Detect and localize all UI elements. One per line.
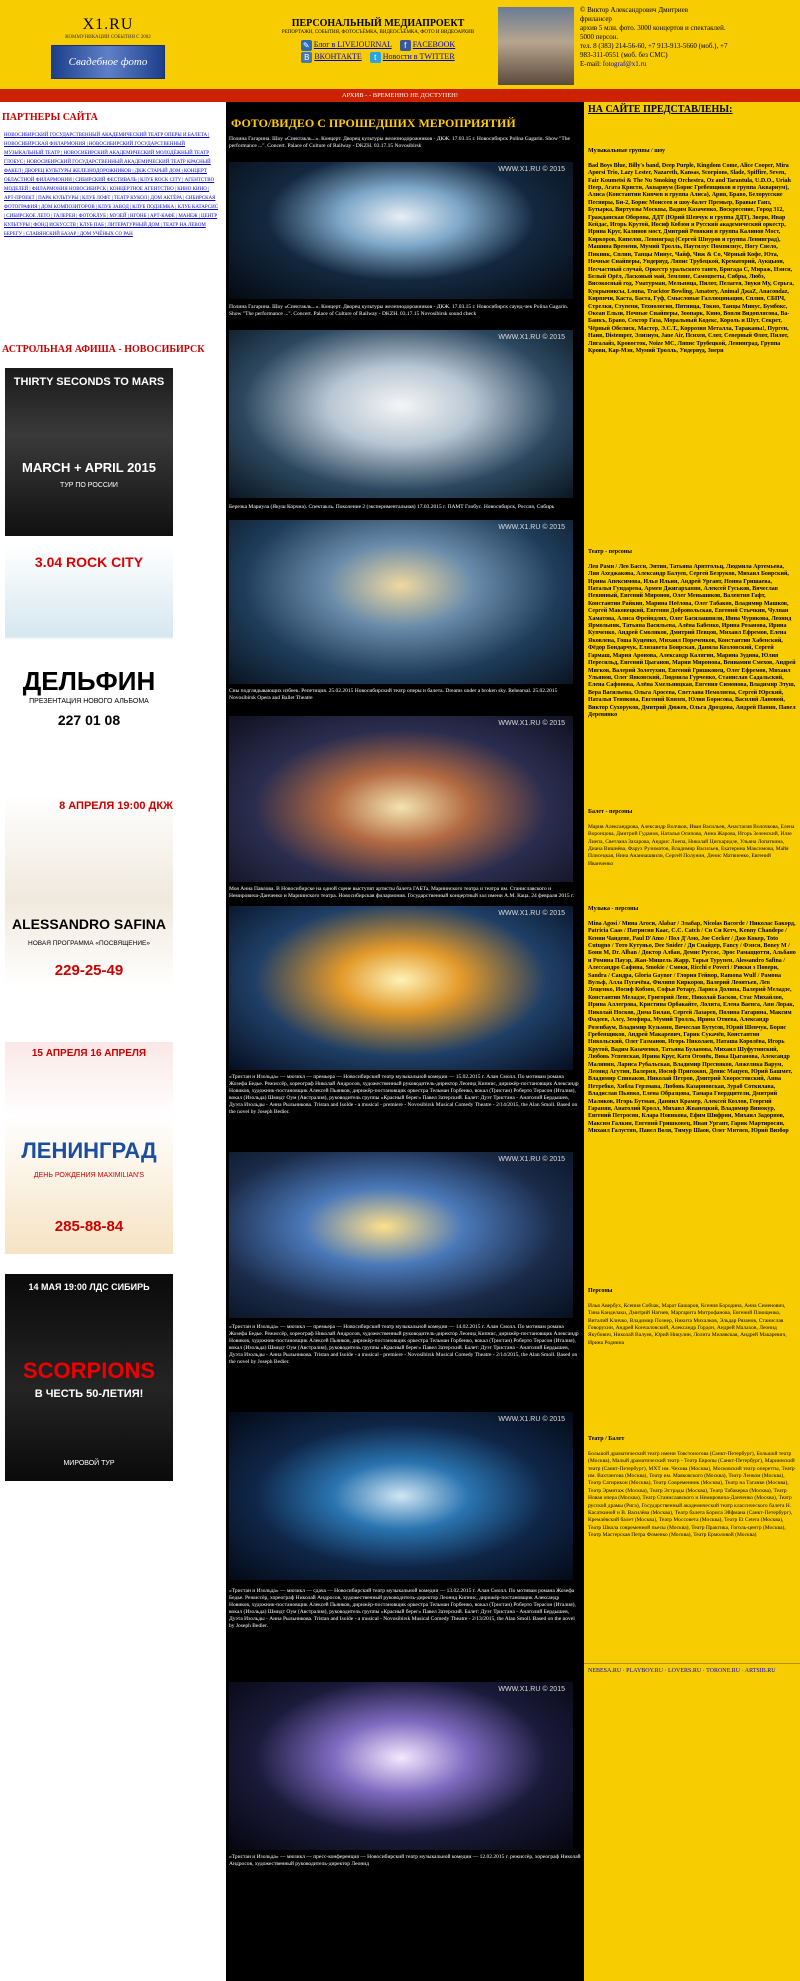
section-persons — [588, 1288, 796, 1347]
section-theatre-ballet — [588, 1436, 796, 1540]
poster-title: THIRTY SECONDS TO MARS — [13, 376, 165, 388]
header — [0, 0, 800, 89]
author-photo — [498, 7, 574, 85]
main-heading: ФОТО/ВИДЕО С ПРОШЕДШИХ МЕРОПРИЯТИЙ — [231, 116, 516, 130]
poster-date: 14 МАЯ 19:00 ЛДС СИБИРЬ — [28, 1282, 150, 1292]
event-photo[interactable] — [229, 1152, 573, 1318]
watermark: WWW.X1.RU © 2015 — [498, 1686, 565, 1693]
event-photo[interactable] — [229, 906, 573, 1070]
watermark: WWW.X1.RU © 2015 — [498, 334, 565, 341]
poster-phone: 229-25-49 — [54, 962, 124, 979]
photo-caption: Полина Гагарина. Шоу «Спектакль...». Концерт. Дворец культуры железнодорожников - ДКЖ. 17.03.15 г. Новосибирск саунд-чек Polina Gagarin. Show "The performance ...". Concert. Palace of Culture of Railway - DKZH. 03.17.15 Novosibirsk sound check — [229, 304, 569, 317]
section-title: Персоны — [588, 1288, 613, 1294]
section-text: Мария Александрова, Александр Волчков, Иван Васильев, Анастасия Волочкова, Елена Воронцова, Дмитрий Гуданов, Наталья Осипова, Анна Жарова, Игорь Зеленский, Илзе Лиепа, Светлана Захарова, Андрис Лиепа, Николай Цискаридзе, Ульяна Лопаткина, Диана Вишнёва, Фарух Рузиматов, Владимир Васильев, Екатерина Максимова, Майя Плисецкая, Нина Ананиашвили, Сергей Полунин, Денис Матвиенко, Евгений Иванченко — [588, 823, 795, 867]
event-photo[interactable] — [229, 1682, 573, 1850]
twitter-icon[interactable]: t — [370, 52, 381, 63]
section-text: Большой драматический театр имени Товстоногова (Санкт-Петербург), Большой театр (Москва), Малый драматический театр - Театр Европы (Санкт-Петербург), Мариинский театр (Санкт-Петербург), МХТ им. Чехова (Москва), Московский театр оперетты, Театр им. Вахтангова (Москва), Театр им. Маяковского (Москва), Театр Ленком (Москва), Театр Сатирикон (Москва), Театр Современник (Москва), Театр на Таганке (Москва), Театр Эрмитаж (Москва), Театр Эстрады (Москва), Театр Табакерка (Москва), Театр Новая опера (Москва), Театр Станиславского и Немировича-Данченко (Москва), Театр русской драмы (Рига), Государственный академический театр классического балета Н. Касаткиной и В. Василёва (Москва), Театр балета Бориса Эйфмана (Санкт-Петербург), Кремлёвский балет (Москва), Театр Моссовета (Москва), Театр Et Cetera (Москва), Театр Школа современной пьесы (Москва), Театр Практика, Гоголь-центр (Москва), Театр Мастерская Петра Фоменко (Москва), Театр Ермоловой (Москва) — [588, 1450, 795, 1539]
partners-title: ПАРТНЕРЫ САЙТА — [2, 112, 98, 123]
poster-subtitle: ДЕНЬ РОЖДЕНИЯ MAXIMILIAN'S — [33, 1172, 145, 1179]
section-title: Балет - персоны — [588, 809, 633, 815]
contact-persons: 5000 персон. — [580, 33, 619, 41]
poster-subtitle: НОВАЯ ПРОГРАММА «ПОСВЯЩЕНИЕ» — [28, 940, 150, 947]
email-label: E-mail: — [580, 60, 601, 68]
vkontakte-icon[interactable]: B — [301, 52, 312, 63]
poster-title: ЛЕНИНГРАД — [21, 1138, 157, 1163]
poster-title: SCORPIONS — [22, 1358, 156, 1383]
right-heading: НА САЙТЕ ПРЕДСТАВЛЕНЫ: — [588, 104, 733, 115]
event-photo[interactable] — [229, 1412, 573, 1580]
section-theatre-persons — [588, 549, 796, 719]
partners-links[interactable]: НОВОСИБИРСКИЙ ГОСУДАРСТВЕННЫЙ АКАДЕМИЧЕСКИЙ ТЕАТР ОПЕРЫ И БАЛЕТА | НОВОСИБИРСКАЯ ФИЛАРМОНИЯ | НОВОСИБИРСКИЙ ГОСУДАРСТВЕННЫЙ МУЗЫКАЛЬНЫЙ ТЕАТР | НОВОСИБИРСКИЙ АКАДЕМИЧЕСКИЙ МОЛОДЁЖНЫЙ ТЕАТР ГЛОБУС | НОВОСИБИРСКИЙ ГОСУДАРСТВЕННЫЙ АКАДЕМИЧЕСКИЙ ТЕАТР КРАСНЫЙ ФАКЕЛ | ДВОРЕЦ КУЛЬТУРЫ ЖЕЛЕЗНОДОРОЖНИКОВ | ДКЖ СТАРЫЙ ДОМ | КОНЦЕРТ ОБЛАСТНОЙ ФИЛАРМОНИИ | СИБИРСКИЙ ФЕСТИВАЛЬ | КЛУБ ROCK CITY | АГЕНТСТВО МОДЕЛЕЙ | ФИЛАРМОНИЯ НОВОСИБИРСК | КОНЦЕРТНОЕ АГЕНТСТВО | КИНО КИНО | АРТ-ПРОЕКТ | ПАРК КУЛЬТУРЫ | КЛУБ ЛОФТ | ТЕАТР КУКОЛ | ДОМ АКТЁРА | СИБИРСКАЯ ФОТОГРАФИЯ | ДОМ КОМПОЗИТОРОВ | КЛУБ ЗАВОД | КЛУБ ПОДЗЕМКА | КЛУБ КАТАРСИС | СИБИРСКОЕ ЛЕТО | ГАЛЕРЕЯ | ФОТОКЛУБ | МУЗЕЙ | НГОНБ | АРТ-КАФЕ | МАНЕЖ | ЦЕНТР КУЛЬТУРЫ | ФОНД ИСКУССТВ | КЛУБ ПАБ | ЛИТЕРАТУРНЫЙ ДОМ | ТЕАТР НА ЛЕВОМ БЕРЕГУ | СЛАВЯНСКИЙ БАЗАР | ДОМ УЧЁНЫХ СО РАН — [4, 133, 219, 237]
facebook-link[interactable]: FACEBOOK — [412, 40, 456, 49]
watermark: WWW.X1.RU © 2015 — [498, 166, 565, 173]
contact-author: © Виктор Александрович Дмитриев — [580, 6, 689, 14]
facebook-icon[interactable]: f — [400, 40, 411, 51]
social-links — [262, 39, 494, 63]
poster-safina[interactable] — [5, 794, 173, 986]
section-text: Лев Рами / Лео Басси, Энтин, Татьяна Арнтгольц, Людмила Артемьева, Лия Ахеджакова, Александр Балуев, Сергей Безруков, Михаил Боярский, Ирина Апексимова, Илья Ильин, Андрей Ургант, Нонна Гришаева, Наталья Гундарева, Армен Джигарханян, Алексей Гуськов, Вячеслав Невинный, Евгений Миронов, Олег Меньшиков, Валентин Гафт, Константин Райкин, Марина Неёлова, Олег Табаков, Владимир Машков, Сергей Маковецкий, Евгения Добровольская, Евгений Стычкин, Чулпан Хаматова, Алиса Фрейндлих, Олег Басилашвили, Инна Чурикова, Леонид Ярмольник, Татьяна Васильева, Алёна Бабенко, Ирина Розанова, Ирина Купченко, Андрей Смоляков, Дмитрий Певцов, Михаил Ефремов, Елена Яковлева, Гоша Куценко, Михаил Пореченков, Константин Хабенский, Фёдор Бондарчук, Елизавета Боярская, Данила Козловский, Сергей Гармаш, Мария Аронова, Александр Калягин, Марина Зудина, Юлия Пересильд, Евгений Цыганов, Мария Миронова, Вениамин Смехов, Андрей Мягков, Валерий Золотухин, Евгений Гришковец, Олег Ефремов, Михаил Ульянов, Олег Янковский, Людмила Гурченко, Станислав Садальский, Елена Сафонова, Алёна Хмельницкая, Евгения Симонова, Владимир Этуш, Вера Васильева, Ольга Аросева, Светлана Немоляева, Сергей Юрский, Наталья Тенякова, Евгений Князев, Юлия Борисова, Василий Лановой, Виктор Сухоруков, Дмитрий Дюжев, Ольга Дроздова, Андрей Панин, Павел Деревянко — [588, 563, 796, 718]
poster-title: ДЕЛЬФИН — [22, 666, 156, 696]
contact-role: фрилансер — [580, 15, 612, 23]
poster-subtitle: ПРЕЗЕНТАЦИЯ НОВОГО АЛЬБОМА — [29, 698, 149, 705]
section-ballet-persons — [588, 809, 796, 868]
section-title: Театр - персоны — [588, 549, 632, 555]
poster-delfin[interactable] — [5, 546, 173, 734]
event-photo[interactable] — [229, 330, 573, 498]
vkontakte-link[interactable]: ВКОНТАКТЕ — [314, 52, 362, 61]
poster-phone: 227 01 08 — [57, 712, 121, 728]
section-music-persons — [588, 906, 796, 1136]
photo-caption: «Тристан и Изольда» — мюзикл — сдача — Новосибирский театр музыкальной комедии — 13.02.2015 г. Алан Смолл. По мотивам романа Жозефа Бедье. Режиссёр, хореограф Николай Андросов, художественный руководитель-директор Леонид Кипнис, дирижёр-постановщик Александр Новиков, художник-постановщик Алексей Пьянков, дирижёр-постановщик оркестра Тельман Горбенко, вокал (Тристан) Роберто Терасон (Италия), вокал (Изольда) Шмидт Оум (Австралия), руководитель группы «Красный берег» Павел Затерский. Балет: Дуэт Тристана - Анатолий Бердышев, Дуэта Изольды - Анна Рыльникова. Tristan and Isolde - a musical - Novosibirsk Musical Comedy Theatre - 2/13/2015, the Alan Smoll. Based on the novel by Joseph Bedier. — [229, 1588, 576, 1629]
poster-dates: 15 АПРЕЛЯ 16 АПРЕЛЯ — [31, 1048, 147, 1059]
section-title: Театр / Балет — [588, 1436, 625, 1442]
logo-title[interactable]: X1.RU — [82, 16, 134, 33]
site-subtitle: РЕПОРТАЖИ, СОБЫТИЯ, ФОТОСЪЁМКА, ВИДЕОСЪЁМКА, ФОТО И ВИДЕОАРХИВ — [281, 30, 475, 35]
poster-date: 8 АПРЕЛЯ 19:00 ДКЖ — [59, 800, 173, 812]
poster-dates: MARCH + APRIL 2015 — [21, 460, 156, 475]
partner-links-footer[interactable]: NEBESA.RU · PLAYBOY.RU · LOVERS.RU · TORONE.RU · ARTSIB.RU — [584, 1663, 800, 1679]
poster-scorpions[interactable] — [5, 1274, 173, 1481]
afisha-title: АСТРОЛЬНАЯ АФИША - НОВОСИБИРСК — [2, 344, 205, 355]
section-title: Музыка - персоны — [588, 906, 639, 912]
livejournal-link[interactable]: Блог в LIVEJOURNAL — [313, 40, 392, 49]
logo-subtitle: КОММУНИКАЦИИ СОБЫТИЯ С 2002 — [65, 35, 151, 40]
watermark: WWW.X1.RU © 2015 — [498, 524, 565, 531]
site-title: ПЕРСОНАЛЬНЫЙ МЕДИАПРОЕКТ — [291, 18, 465, 29]
event-photo[interactable] — [229, 162, 573, 299]
contact-archive: архив 5 млн. фото. 3000 концертов и спектаклей. — [580, 24, 726, 32]
right-sidebar — [584, 102, 800, 1981]
photo-caption: Полина Гагарина. Шоу «Спектакль...». Концерт. Дворец культуры железнодорожников - ДКЖ. 17.03.15 г. Новосибирск Polina Gagarin. Show "The performance ...". Concert. Palace of Culture of Railway - DKZH. 03.17.15 Novosibirsk — [229, 136, 570, 149]
contact-phone: тел. 8 (383) 214-56-60, +7 913-913-5660 (моб.), +7 — [580, 42, 728, 50]
photo-caption: Моя Анна Павлова. В Новосибирске на одной сцене выступят артисты балета ГАБТа, Мариинского театра и театра им. Станиславского и Немировича-Данченко и Мариинского театра. Новосибирская филармония. Государственный концертный зал имени А.М. Каца. 24 февраля 2015 г. — [229, 886, 575, 899]
archive-notice-bar: АРХИВ - - ВРЕМЕННО НЕ ДОСТУПЕН! — [0, 89, 800, 102]
poster-leningrad[interactable] — [5, 1042, 173, 1254]
contact-info — [580, 6, 794, 69]
poster-footer: МИРОВОЙ ТУР — [63, 1460, 115, 1467]
section-text: Mina Agosi / Мина Агоси, Alabar / Элабар, Nicolas Bacorde / Николас Бакорд, Patricia Caas / Патрисия Каас, C.C. Catch / Си Си Кетч, Kenny Chandepe / Кенни Чандепе, Paul D'Amo / Пол Д'Амо, Joe Cocker / Джо Кокер, Toto Cutugno / Тото Кутуньо, Dee Snider / Ди Снайдер, Fancy / Фэнси, Boney M / Бони М, Dr. Alban / Доктор Албан, Демис Руссос, Эрос Рамаццотти, Aльбано и Ромина Пауэр, Жан-Мишель Жарр, Тарья Турунен, Alessandro Safina / Алессандро Сафина, Smokie / Смоки, Ricchi e Poveri / Рикки э Повери, Sandra / Сандра, Gloria Gaynor / Глория Гейнор, Ramona Wulf / Рамона Вульф, Алла Пугачёва, Филипп Киркоров, Валерий Леонтьев, Лев Лещенко, Иосиф Кобзон, Софья Ротару, Лариса Долина, Валерий Меладзе, Константин Меладзе, Григорий Лепс, Николай Басков, Стас Михайлов, Ирина Аллегрова, Кристина Орбакайте, Лолита, Елена Ваенга, Ани Лорак, Николай Носков, Дима Билан, Сергей Лазарев, Полина Гагарина, Максим Фадеев, Алсу, Земфира, Мумий Тролль, Ирина Отиева, Александр Розенбаум, Владимир Кузьмин, Вячеслав Бутусов, Юрий Шевчук, Борис Гребенщиков, Андрей Макаревич, Гарик Сукачёв, Константин Никольский, Олег Газманов, Игорь Николаев, Наташа Королёва, Игорь Крутой, Вадим Казаченко, Татьяна Буланова, Михаил Шуфутинский, Любовь Успенская, Ирина Круг, Катя Огонёк, Вика Цыганова, Александр Малинин, Лариса Рубальская, Владимир Пресняков, Анжелика Варум, Леонид Агутин, Валерия, Иосиф Пригожин, Денис Мацуев, Юрий Башмет, Владимир Спиваков, Николай Петров, Дмитрий Хворостовский, Анна Нетребко, Хибла Герзмава, Любовь Казарновская, Зураб Соткилава, Владислав Пьявко, Елена Образцова, Тамара Гвердцители, Дмитрий Маликов, Игорь Бутман, Даниил Крамер, Алексей Козлов, Георгий Гаранян, Анатолий Кролл, Михаил Жванецкий, Владимир Винокур, Евгений Петросян, Клара Новикова, Ефим Шифрин, Михаил Задорнов, Максим Галкин, Евгений Гришковец, Иван Ургант, Гарик Мартиросян, Михаил Галустян, Павел Воля, Тимур Шаов, Олег Митяев, Юрий Визбор — [588, 920, 796, 1135]
photo-caption: «Тристан и Изольда» — мюзикл — премьера — Новосибирский театр музыкальной комедии — 15.02.2015 г. Алан Смолл. По мотивам романа Жозефа Бедье. Режиссёр, хореограф Николай Андросов, художественный руководитель-директор Леонид Кипнис, дирижёр-постановщик Александр Новиков, художник-постановщик Алексей Пьянков, дирижёр-постановщик оркестра Тельман Горбенко, вокал (Тристан) Роберто Терасон (Италия), вокал (Изольда) Шмидт Оум (Австралия), руководитель группы «Красный берег» Павел Затерский. Балет: Дуэт Тристана - Анатолий Бердышев, Дуэта Изольды - Анна Рыльникова. Tristan and Isolde - a musical - premiere - Novosibirsk Musical Comedy Theatre - 2/14/2015, the Alan Smoll. Based on the novel by Joseph Bedier. — [229, 1074, 579, 1115]
watermark: WWW.X1.RU © 2015 — [498, 1156, 565, 1163]
email-link[interactable]: fotograf@x1.ru — [602, 60, 647, 68]
site-title-block — [262, 18, 494, 63]
site-logo[interactable] — [28, 16, 188, 79]
watermark: WWW.X1.RU © 2015 — [498, 910, 565, 917]
photo-caption: Сны подглядывающих избеек. Репетиция. 25.02.2015 Новосибирский театр оперы и балета. Dreams under a broken sky. Rehearsal. 25.02.2015 Novosibirsk Opera and Ballet Theatre — [229, 688, 558, 701]
event-photo[interactable] — [229, 716, 573, 882]
watermark: WWW.X1.RU © 2015 — [498, 1416, 565, 1423]
section-text: Bad Boys Blue, Billy's band, Deep Purple, Kingdom Come, Alice Cooper, Mira Aporsi Trio, Lazy Lester, Nazareth, Kansas, Scorpions, Slade, Spiffire, Seven, Fair Koumetsi & The Nu Smoking Orchestra, Oz and Tarantula, U.D.O., Uriah Heep, Агата Кристи, Аквариум (Борис Гребенщиков и группа Аквариум), Алиса (Константин Кинчев и группа Алиса), Ария, Браво, Белорусские Песняры, Би-2, Борис Моисеев и шоу-балет Премьер, Бравые Ганз, Бутырка, Виртуозы Москвы, Вадим Казаченко, Воскресение, Город 312, Гражданская Оборона, ДДТ (Юрий Шевчук и группа ДДТ), Звери, Ивар Кейдас, Игорь Крутой, Иосиф Кобзон и Русский академический оркестр, Ирина Круг, Калинов мост, Дмитрий Ревякин и группа Калинов Мост, Киркоров, Кипелов, Ленинград (Сергей Шнуров и группа Ленинград), Машина Времени, Мумий Тролль, Наутилус Помпилиус, Ногу Свело, Пикник, Сплин, Танцы Минус, Чайф, Чиж & Co, Чёрный Кофе, Юта, Ночные Снайперы, Ундервуд, Ляпис Трубецкой, Крематорий, Аукцыон, Несчастный случай, Оркестр уральского танго, Бригада С, Мираж, Нэнси, Белый Орёл, Ласковый май, Земляне, Самоцветы, Сябры, Любэ, Високосный год, Уматурман, Мельница, Пилот, Пелагея, Звуки Му, Серьга, Кукрыниксы, Louna, Tracktor Bowling, Amatory, Animal ДжаZ, Anacondaz, Кирпичи, Каста, Баста, Гуф, Смысловые Галлюцинации, Сплин, СБПЧ, Стрелки, Ступени, Технология, Пятница, Токио, Танцы Минус, Бумбокс, Океан Ельзи, Ночные Снайперы, Зоопарк, Кино, Вопли Видоплясова, Ва-Банкъ, Браво, Сектор Газа, Моральный Кодекс, Король и Шут, Секрет, Чёрный Обелиск, Мастер, Э.С.Т., Коррозия Металла, Тараканы!, Пурген, Наив, Distemper, Элизиум, Jane Air, Психея, Слот, Северный Флот, Пилот, Лигалайз, Кровосток, Noize MC, Ляпис Трубецкой, Ленинград, Группа Крови, Кар-Мэн, Мумий Тролль, Ундервуд, Звери — [588, 162, 794, 354]
section-title: Музыкальные группы / шоу — [588, 148, 666, 154]
poster-subtitle: В ЧЕСТЬ 50-ЛЕТИЯ! — [34, 1388, 144, 1400]
twitter-link[interactable]: Новости в TWITTER — [382, 52, 455, 61]
left-sidebar — [0, 102, 226, 1981]
main-content — [226, 102, 584, 1981]
livejournal-icon[interactable]: ✎ — [301, 40, 312, 51]
poster-date: 3.04 ROCK CITY — [34, 554, 144, 570]
poster-phone: 285-88-84 — [54, 1218, 124, 1235]
wedding-photo-banner[interactable]: Свадебное фото — [51, 45, 165, 79]
section-music-groups — [588, 148, 796, 355]
photo-caption: «Тристан и Изольда» — мюзикл — премьера — Новосибирский театр музыкальной комедии — 14.02.2015 г. Алан Смолл. По мотивам романа Жозефа Бедье. Режиссёр, хореограф Николай Андросов, художественный руководитель-директор Леонид Кипнис, дирижёр-постановщик Александр Новиков, художник-постановщик Алексей Пьянков, дирижёр-постановщик оркестра Тельман Горбенко, вокал (Тристан) Роберто Терасон (Италия), вокал (Изольда) Шмидт Оум (Австралия), руководитель группы «Красный берег» Павел Затерский. Балет: Дуэт Тристана - Анатолий Бердышев, Дуэта Изольды - Анна Рыльникова. Tristan and Isolde - a musical - premiere - Novosibirsk Musical Comedy Theatre - 2/14/2015, the Alan Smoll. Based on the novel by Joseph Bedier. — [229, 1324, 579, 1365]
event-photo[interactable] — [229, 520, 573, 684]
photo-caption: «Тристан и Изольда» — мюзикл — пресс-конференция — Новосибирский театр музыкальной комедии — 12.02.2015 г. режиссёр, хореограф Николай Андросов, художественный руководитель-директор Леонид — [229, 1854, 581, 1867]
poster-title: ALESSANDRO SAFINA — [11, 916, 166, 932]
contact-phone-2: 983-311-0551 (моб. без СМС) — [580, 51, 668, 59]
poster-subtitle: ТУР ПО РОССИИ — [60, 482, 118, 489]
section-text: Илья Авербух, Ксения Собчак, Марат Башаров, Ксения Бородина, Анна Семенович, Тина Канделаки, Дмитрий Нагиев, Маргарита Митрофанова, Евгений Плющенко, Виталий Кличко, Владимир Познер, Никита Михалков, Эльдар Рязанов, Станислав Говорухин, Андрей Кончаловский, Александр Гордон, Андрей Малахов, Леонид Якубович, Николай Валуев, Юрий Никулин, Лолита Милявская, Андрей Макаревич, Ирина Роднина — [588, 1302, 787, 1346]
photo-caption: Березка Мариула (Якуш Корчна). Спектакль. Поколение 2 (экспериментальная) 17.03.2015 г. ПАМТ Глобус. Новосибирск, Россия, Сибирь — [229, 504, 555, 510]
watermark: WWW.X1.RU © 2015 — [498, 720, 565, 727]
poster-thirty-seconds-to-mars[interactable] — [5, 368, 173, 536]
